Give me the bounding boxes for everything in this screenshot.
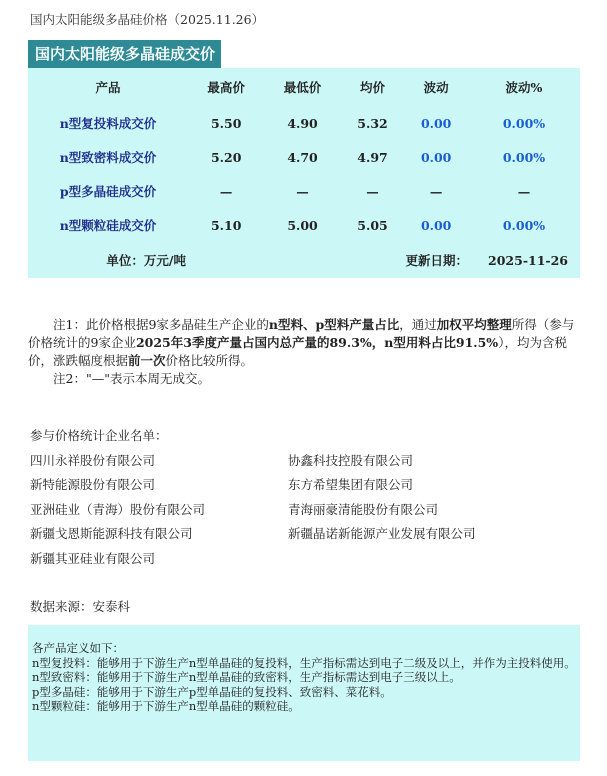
header-change-pct: 波动% xyxy=(505,80,543,95)
note-1: 注1：此价格根据9家多晶硅生产企业的n型料、p型料产量占比，通过加权平均整理所得（参与价格统计的9家企业2025年3季度产量占国内总产量的89.3%，n型用料占比91.5%），均为含税价，涨跌幅度根据前一次价格比较所得。 xyxy=(28,317,575,368)
table-row xyxy=(28,106,580,140)
high-price: 5.20 xyxy=(210,149,242,165)
update-date-label: 更新日期： xyxy=(405,253,468,268)
page-title: 国内太阳能级多晶硅价格（2025.11.26） xyxy=(30,12,265,27)
price-change: 0.00 xyxy=(420,217,452,233)
table-row xyxy=(28,208,580,242)
high-price: — xyxy=(219,183,233,199)
avg-price: — xyxy=(366,183,379,199)
header-avg: 均价 xyxy=(360,80,386,95)
update-date: 2025-11-26 xyxy=(488,252,568,268)
note-2: 注2："—"表示本周无成交。 xyxy=(53,371,210,386)
high-price: 5.10 xyxy=(210,217,242,233)
definitions-box xyxy=(28,625,580,761)
low-price: 4.70 xyxy=(287,149,318,165)
company-name: 东方希望集团有限公司 xyxy=(288,477,414,492)
low-price: 4.90 xyxy=(287,115,318,131)
definition-item: p型多晶硅：能够用于下游生产p型单晶硅的复投料、致密料、菜花料。 xyxy=(32,684,392,699)
price-change: 0.00 xyxy=(420,115,452,131)
definition-item: n型致密料：能够用于下游生产n型单晶硅的致密料，生产指标需达到电子三级以上。 xyxy=(32,670,461,684)
avg-price: 4.97 xyxy=(357,149,388,165)
product-name: n型复投料成交价 xyxy=(59,116,157,131)
company-name: 新疆戈恩斯能源科技有限公司 xyxy=(30,526,193,541)
table-row xyxy=(28,140,580,174)
header-low: 最低价 xyxy=(283,80,322,95)
header-change: 波动 xyxy=(423,80,449,95)
avg-price: 5.05 xyxy=(357,217,388,233)
price-change: 0.00 xyxy=(420,149,452,165)
definitions-title: 各产品定义如下： xyxy=(32,641,124,655)
company-name: 协鑫科技控股有限公司 xyxy=(288,453,414,468)
high-price: 5.50 xyxy=(210,115,242,131)
company-name: 青海丽豪清能股份有限公司 xyxy=(288,502,439,517)
header-product: 产品 xyxy=(95,80,121,95)
unit-label: 单位：万元/吨 xyxy=(106,253,186,268)
product-name: p型多晶硅成交价 xyxy=(59,184,157,199)
header-high: 最高价 xyxy=(207,80,245,95)
price-table xyxy=(28,68,580,278)
table-header-row xyxy=(28,68,580,106)
low-price: — xyxy=(296,183,309,199)
low-price: 5.00 xyxy=(287,217,318,233)
price-change-pct: 0.00% xyxy=(502,149,546,165)
price-change: — xyxy=(429,183,443,199)
definition-item: n型颗粒硅：能够用于下游生产n型单晶硅的颗粒硅。 xyxy=(32,699,300,713)
avg-price: 5.32 xyxy=(357,115,388,131)
price-change-pct: — xyxy=(517,183,531,199)
product-name: n型致密料成交价 xyxy=(59,150,157,165)
definition-item: n型复投料：能够用于下游生产n型单晶硅的复投料，生产指标需达到电子二级及以上，并作为主投料使用。 xyxy=(32,655,576,670)
data-source: 数据来源：安泰科 xyxy=(30,599,131,614)
table-footer-row xyxy=(28,242,580,278)
company-name: 新疆晶诺新能源产业发展有限公司 xyxy=(288,526,476,541)
company-name: 新疆其亚硅业有限公司 xyxy=(30,551,156,566)
companies-title: 参与价格统计企业名单： xyxy=(30,428,168,443)
company-name: 四川永祥股份有限公司 xyxy=(30,453,156,468)
section-banner: 国内太阳能级多晶硅成交价 xyxy=(28,40,221,68)
company-name: 亚洲硅业（青海）股份有限公司 xyxy=(30,502,206,517)
notes xyxy=(28,316,576,388)
price-change-pct: 0.00% xyxy=(502,115,546,131)
price-change-pct: 0.00% xyxy=(502,217,546,233)
product-name: n型颗粒硅成交价 xyxy=(59,218,157,233)
company-name: 新特能源股份有限公司 xyxy=(30,477,156,492)
table-row xyxy=(28,174,580,208)
